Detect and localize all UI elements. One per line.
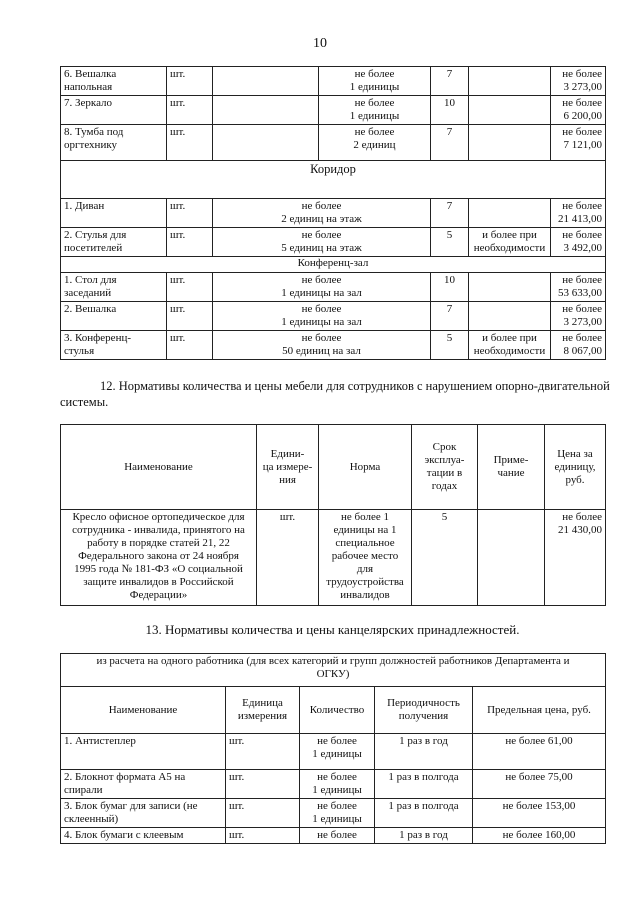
item-unit: шт. — [226, 828, 300, 844]
item-qty: не более — [300, 828, 375, 844]
item-unit: шт. — [167, 125, 213, 161]
table-row — [61, 67, 606, 96]
item-norm: не более 1 единицы на зал — [213, 273, 431, 302]
table-row — [61, 302, 606, 331]
table-row — [61, 770, 606, 799]
header-name: Наименование — [61, 687, 226, 734]
scope-note: из расчета на одного работника (для всех категорий и групп должностей работников Департамента и ОГКУ) — [61, 654, 606, 687]
item-unit: шт. — [167, 302, 213, 331]
item-qty: не более 1 единицы — [300, 770, 375, 799]
item-note: и более при необходимости — [469, 228, 551, 257]
ergonomic-furniture-table — [60, 424, 606, 606]
item-price: не более 21 430,00 — [545, 510, 606, 606]
header-price: Предельная цена, руб. — [473, 687, 606, 734]
item-years: 5 — [412, 510, 478, 606]
section-13-heading: 13. Нормативы количества и цены канцелярских принадлежностей. — [145, 622, 520, 637]
item-name: Кресло офисное ортопедическое для сотрудника - инвалида, принятого на работу в порядке статей 21, 22 Федерального закона от 24 ноября 1995 года № 181-ФЗ «О социальной защите инвалидов в Российской Федерации» — [61, 510, 257, 606]
table-header-row — [61, 425, 606, 510]
table-row — [61, 510, 606, 606]
item-unit: шт. — [226, 770, 300, 799]
item-price: не более 6 200,00 — [551, 96, 606, 125]
item-years: 10 — [431, 273, 469, 302]
item-years: 7 — [431, 302, 469, 331]
header-price: Цена за единицу, руб. — [545, 425, 606, 510]
item-unit: шт. — [226, 734, 300, 770]
header-norm: Норма — [319, 425, 412, 510]
item-price: не более 8 067,00 — [551, 331, 606, 360]
table-row — [61, 799, 606, 828]
header-qty: Количество — [300, 687, 375, 734]
item-unit: шт. — [167, 228, 213, 257]
item-years: 5 — [431, 331, 469, 360]
header-unit: Единица измерения — [226, 687, 300, 734]
table-header-row — [61, 687, 606, 734]
item-unit: шт. — [167, 331, 213, 360]
item-name: 8. Тумба под оргтехнику — [61, 125, 167, 161]
table-row — [61, 331, 606, 360]
item-years: 7 — [431, 67, 469, 96]
item-price: не более 3 273,00 — [551, 67, 606, 96]
item-name: 4. Блок бумаги с клеевым — [61, 828, 226, 844]
item-unit: шт. — [167, 96, 213, 125]
item-qty: не более 1 единицы — [300, 799, 375, 828]
header-years: Срок эксплуа- тации в годах — [412, 425, 478, 510]
item-name: 1. Диван — [61, 199, 167, 228]
item-unit: шт. — [167, 67, 213, 96]
item-name: 1. Антистеплер — [61, 734, 226, 770]
item-price: не более 153,00 — [473, 799, 606, 828]
item-price: не более 3 492,00 — [551, 228, 606, 257]
item-name: 3. Блок бумаг для записи (не склеенный) — [61, 799, 226, 828]
item-unit: шт. — [257, 510, 319, 606]
page-number: 10 — [313, 36, 327, 51]
item-unit: шт. — [226, 799, 300, 828]
item-name: 2. Стулья для посетителей — [61, 228, 167, 257]
item-norm: не более 50 единиц на зал — [213, 331, 431, 360]
item-years: 5 — [431, 228, 469, 257]
item-norm: не более 1 единицы — [319, 96, 431, 125]
furniture-table-continued — [60, 66, 606, 360]
item-norm: не более 1 единицы на 1 специальное рабочее место для трудоустройства инвалидов — [319, 510, 412, 606]
item-price: не более 160,00 — [473, 828, 606, 844]
item-name: 3. Конференц- стулья — [61, 331, 167, 360]
item-years: 10 — [431, 96, 469, 125]
item-price: не более 75,00 — [473, 770, 606, 799]
item-period: 1 раз в год — [375, 734, 473, 770]
header-name: Наименование — [61, 425, 257, 510]
item-period: 1 раз в полгода — [375, 799, 473, 828]
item-period: 1 раз в полгода — [375, 770, 473, 799]
table-row — [61, 125, 606, 161]
item-norm: не более 2 единиц — [319, 125, 431, 161]
item-norm: не более 1 единицы на зал — [213, 302, 431, 331]
table-row — [61, 96, 606, 125]
section-conference: Конференц-зал — [61, 257, 606, 273]
section-12-heading: 12. Нормативы количества и цены мебели для сотрудников с нарушением опорно-двигательной системы. — [60, 379, 610, 409]
item-name: 2. Вешалка — [61, 302, 167, 331]
item-unit: шт. — [167, 273, 213, 302]
item-price: не более 61,00 — [473, 734, 606, 770]
header-note: Приме- чание — [478, 425, 545, 510]
table-row — [61, 828, 606, 844]
header-unit: Едини- ца измере- ния — [257, 425, 319, 510]
item-price: не более 53 633,00 — [551, 273, 606, 302]
table-row — [61, 199, 606, 228]
item-name: 2. Блокнот формата А5 на спирали — [61, 770, 226, 799]
item-name: 6. Вешалка напольная — [61, 67, 167, 96]
item-note: и более при необходимости — [469, 331, 551, 360]
section-corridor: Коридор — [61, 161, 606, 199]
item-name: 7. Зеркало — [61, 96, 167, 125]
table-row — [61, 734, 606, 770]
item-years: 7 — [431, 125, 469, 161]
table-row — [61, 273, 606, 302]
item-name: 1. Стол для заседаний — [61, 273, 167, 302]
item-years: 7 — [431, 199, 469, 228]
item-price: не более 3 273,00 — [551, 302, 606, 331]
header-period: Периодичность получения — [375, 687, 473, 734]
item-norm: не более 5 единиц на этаж — [213, 228, 431, 257]
item-price: не более 7 121,00 — [551, 125, 606, 161]
item-period: 1 раз в год — [375, 828, 473, 844]
item-qty: не более 1 единицы — [300, 734, 375, 770]
stationery-table — [60, 653, 606, 844]
item-norm: не более 1 единицы — [319, 67, 431, 96]
item-norm: не более 2 единиц на этаж — [213, 199, 431, 228]
item-unit: шт. — [167, 199, 213, 228]
table-row — [61, 228, 606, 257]
item-price: не более 21 413,00 — [551, 199, 606, 228]
